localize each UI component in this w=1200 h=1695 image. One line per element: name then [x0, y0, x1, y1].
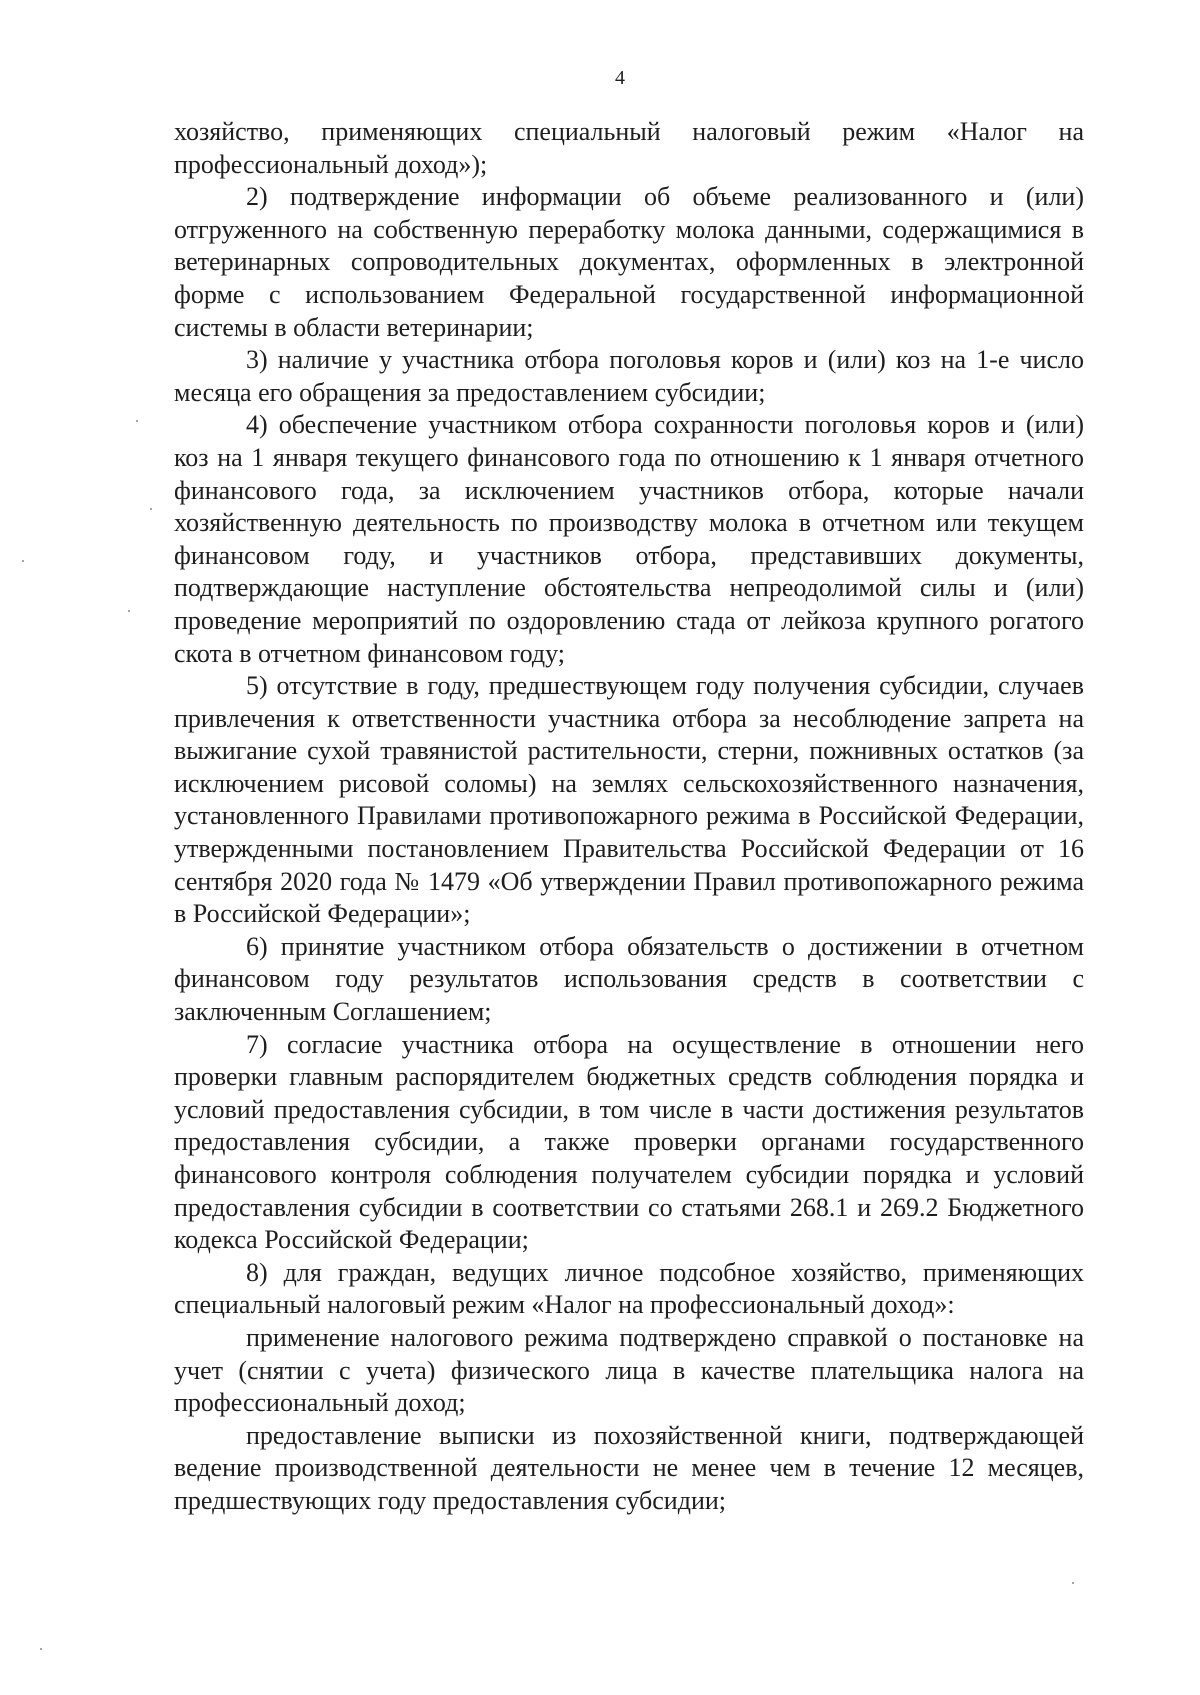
paragraph-continuation: хозяйство, применяющих специальный налоговый режим «Налог на профессиональный доход»);: [174, 117, 1084, 179]
document-body: [174, 116, 1084, 1518]
paragraph-item-7: 7) согласие участника отбора на осуществление в отношении него проверки главным распорядителем бюджетных средств соблюдения порядка и условий предоставления субсидии, в том числе в части достижения результатов предоставления субсидии, а также проверки органами государственного финансового контроля соблюдения получателем субсидии порядка и условий предоставления субсидии в соответствии со статьями 268.1 и 269.2 Бюджетного кодекса Российской Федерации;: [174, 1029, 1084, 1255]
scan-speck: [128, 610, 130, 612]
page-number: 4: [615, 67, 625, 89]
scan-speck: [136, 420, 138, 422]
paragraph-sub-household-book: предоставление выписки из похозяйственной книги, подтверждающей ведение производственной деятельности не менее чем в течение 12 месяцев, предшествующих году предоставления субсидии;: [174, 1420, 1084, 1515]
paragraph-sub-tax-regime: применение налогового режима подтверждено справкой о постановке на учет (снятии с учета) физического лица в качестве плательщика налога на профессиональный доход;: [174, 1322, 1084, 1418]
paragraph-item-8: 8) для граждан, ведущих личное подсобное хозяйство, применяющих специальный налоговый режим «Налог на профессиональный доход»:: [174, 1257, 1084, 1320]
scan-speck: [40, 1648, 42, 1650]
paragraph-item-2: 2) подтверждение информации об объеме реализованного и (или) отгруженного на собственную переработку молока данными, содержащимися в ветеринарных сопроводительных документах, оформленных в электронной форме с использованием Федеральной государственной информационной системы в области ветеринарии;: [174, 182, 1084, 342]
paragraph-item-4: 4) обеспечение участником отбора сохранности поголовья коров и (или) коз на 1 января текущего финансового года по отношению к 1 января отчетного финансового года, за исключением участников отбора, которые начали хозяйственную деятельность по производству молока в отчетном или текущем финансовом году, и участников отбора, представивших документы, подтверждающие наступление обстоятельства непреодолимой силы и (или) проведение мероприятий по оздоровлению стада от лейкоза крупного рогатого скота в отчетном финансовом году;: [174, 410, 1084, 668]
paragraph-item-3: 3) наличие у участника отбора поголовья коров и (или) коз на 1-е число месяца его обращения за предоставлением субсидии;: [174, 345, 1084, 407]
paragraph-item-6: 6) принятие участником отбора обязательств о достижении в отчетном финансовом году результатов использования средств в соответствии с заключенным Соглашением;: [174, 931, 1084, 1027]
scan-speck: [1072, 1582, 1074, 1584]
paragraph-item-5: 5) отсутствие в году, предшествующем году получения субсидии, случаев привлечения к ответственности участника отбора за несоблюдение запрета на выжигание сухой травянистой растительности, стерни, пожнивных остатков (за исключением рисовой соломы) на землях сельскохозяйственного назначения, установленного Правилами противопожарного режима в Российской Федерации, утвержденными постановлением Правительства Российской Федерации от 16 сентября 2020 года № 1479 «Об утверждении Правил противопожарного режима в Российской Федерации»;: [174, 671, 1084, 929]
scan-speck: [150, 508, 152, 510]
scan-speck: [22, 560, 24, 562]
